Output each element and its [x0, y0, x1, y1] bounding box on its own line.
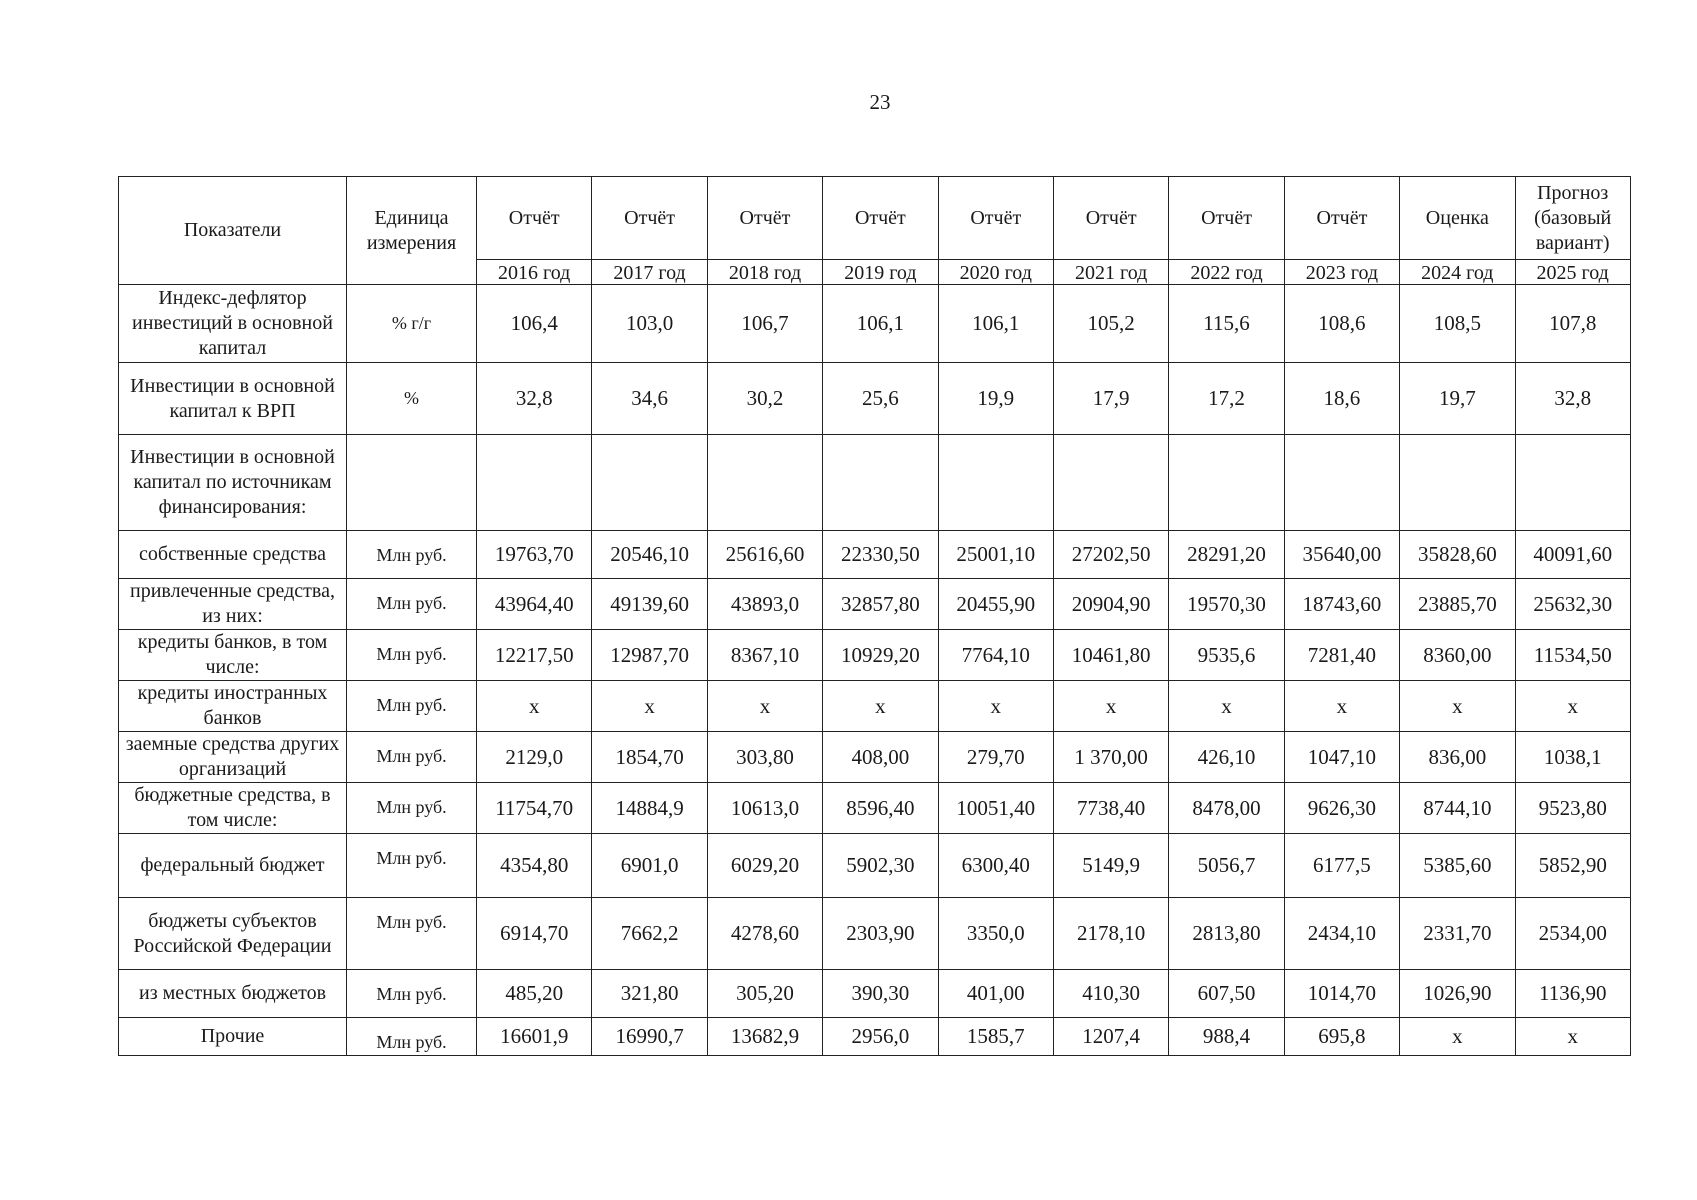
cell-value: 2956,0	[823, 1018, 938, 1056]
table-row	[119, 531, 1631, 579]
cell-value: 30,2	[707, 363, 822, 435]
header-status: Отчёт	[1053, 177, 1168, 260]
cell-value: 25,6	[823, 363, 938, 435]
cell-value: 305,20	[707, 970, 822, 1018]
cell-value: 8744,10	[1400, 783, 1515, 834]
header-status: Отчёт	[592, 177, 707, 260]
table-row	[119, 834, 1631, 898]
cell-value: 7281,40	[1284, 630, 1399, 681]
header-year: 2025 год	[1515, 260, 1630, 285]
cell-value: 6177,5	[1284, 834, 1399, 898]
row-indicator: Индекс-дефлятор инвестиций в основной капитал	[119, 285, 347, 363]
row-unit	[347, 435, 477, 531]
row-indicator: Инвестиции в основной капитал по источникам финансирования:	[119, 435, 347, 531]
cell-value: 34,6	[592, 363, 707, 435]
row-unit: Млн руб.	[347, 681, 477, 732]
cell-value: 106,1	[823, 285, 938, 363]
header-year: 2021 год	[1053, 260, 1168, 285]
cell-value: х	[1400, 681, 1515, 732]
cell-value: 35828,60	[1400, 531, 1515, 579]
cell-value: 25001,10	[938, 531, 1053, 579]
cell-value: х	[1400, 1018, 1515, 1056]
cell-value: 108,6	[1284, 285, 1399, 363]
cell-value: 408,00	[823, 732, 938, 783]
row-indicator: бюджеты субъектов Российской Федерации	[119, 898, 347, 970]
cell-value: 108,5	[1400, 285, 1515, 363]
cell-value: х	[1053, 681, 1168, 732]
header-status: Отчёт	[938, 177, 1053, 260]
row-unit: Млн руб.	[347, 834, 477, 898]
cell-value: 10613,0	[707, 783, 822, 834]
cell-value: 6300,40	[938, 834, 1053, 898]
cell-value: 401,00	[938, 970, 1053, 1018]
row-indicator: Прочие	[119, 1018, 347, 1056]
cell-value: 35640,00	[1284, 531, 1399, 579]
row-indicator: кредиты банков, в том числе:	[119, 630, 347, 681]
cell-value	[1515, 435, 1630, 531]
cell-value	[707, 435, 822, 531]
investment-table	[118, 176, 1631, 1056]
cell-value: х	[1515, 1018, 1630, 1056]
table-row	[119, 732, 1631, 783]
table-row	[119, 363, 1631, 435]
cell-value: 303,80	[707, 732, 822, 783]
cell-value: 107,8	[1515, 285, 1630, 363]
header-status: Отчёт	[823, 177, 938, 260]
cell-value: 2129,0	[477, 732, 592, 783]
header-year: 2018 год	[707, 260, 822, 285]
cell-value: 485,20	[477, 970, 592, 1018]
cell-value: 8478,00	[1169, 783, 1284, 834]
header-year: 2023 год	[1284, 260, 1399, 285]
header-unit: Единица измерения	[347, 177, 477, 285]
table-header	[119, 177, 1631, 285]
cell-value	[1400, 435, 1515, 531]
row-unit: Млн руб.	[347, 898, 477, 970]
cell-value: 16601,9	[477, 1018, 592, 1056]
cell-value: х	[1169, 681, 1284, 732]
cell-value: 2303,90	[823, 898, 938, 970]
cell-value	[592, 435, 707, 531]
table-row	[119, 630, 1631, 681]
cell-value: х	[707, 681, 822, 732]
header-indicator: Показатели	[119, 177, 347, 285]
header-year: 2016 год	[477, 260, 592, 285]
cell-value: 426,10	[1169, 732, 1284, 783]
cell-value: 115,6	[1169, 285, 1284, 363]
cell-value	[938, 435, 1053, 531]
cell-value: 695,8	[1284, 1018, 1399, 1056]
cell-value: 6029,20	[707, 834, 822, 898]
cell-value: 1026,90	[1400, 970, 1515, 1018]
cell-value: 23885,70	[1400, 579, 1515, 630]
table-body	[119, 285, 1631, 1056]
header-status: Прогноз (базовый вариант)	[1515, 177, 1630, 260]
cell-value: 2178,10	[1053, 898, 1168, 970]
cell-value: 4354,80	[477, 834, 592, 898]
cell-value: 10051,40	[938, 783, 1053, 834]
cell-value: 20546,10	[592, 531, 707, 579]
row-unit: Млн руб.	[347, 630, 477, 681]
cell-value: 2331,70	[1400, 898, 1515, 970]
cell-value: 13682,9	[707, 1018, 822, 1056]
row-indicator: кредиты иностранных банков	[119, 681, 347, 732]
cell-value: 3350,0	[938, 898, 1053, 970]
row-indicator: собственные средства	[119, 531, 347, 579]
cell-value: 2534,00	[1515, 898, 1630, 970]
cell-value: 17,2	[1169, 363, 1284, 435]
cell-value: 32857,80	[823, 579, 938, 630]
cell-value: х	[1515, 681, 1630, 732]
header-status: Отчёт	[1284, 177, 1399, 260]
cell-value: 7662,2	[592, 898, 707, 970]
cell-value: х	[823, 681, 938, 732]
cell-value: 2813,80	[1169, 898, 1284, 970]
row-unit: Млн руб.	[347, 783, 477, 834]
cell-value: 16990,7	[592, 1018, 707, 1056]
cell-value: 607,50	[1169, 970, 1284, 1018]
cell-value: 14884,9	[592, 783, 707, 834]
cell-value: 19763,70	[477, 531, 592, 579]
cell-value: 11534,50	[1515, 630, 1630, 681]
cell-value: 2434,10	[1284, 898, 1399, 970]
cell-value: 7764,10	[938, 630, 1053, 681]
row-indicator: федеральный бюджет	[119, 834, 347, 898]
cell-value: 17,9	[1053, 363, 1168, 435]
cell-value: 1854,70	[592, 732, 707, 783]
cell-value: 6901,0	[592, 834, 707, 898]
cell-value: 988,4	[1169, 1018, 1284, 1056]
cell-value: 19,7	[1400, 363, 1515, 435]
cell-value: 390,30	[823, 970, 938, 1018]
page-number: 23	[869, 90, 891, 114]
row-indicator: из местных бюджетов	[119, 970, 347, 1018]
cell-value: 9626,30	[1284, 783, 1399, 834]
header-status: Отчёт	[477, 177, 592, 260]
cell-value	[1284, 435, 1399, 531]
cell-value: 43964,40	[477, 579, 592, 630]
cell-value: 8367,10	[707, 630, 822, 681]
cell-value: 1207,4	[1053, 1018, 1168, 1056]
table-row	[119, 1018, 1631, 1056]
cell-value: 19570,30	[1169, 579, 1284, 630]
cell-value: 1014,70	[1284, 970, 1399, 1018]
row-unit: Млн руб.	[347, 1018, 477, 1056]
header-status: Отчёт	[707, 177, 822, 260]
cell-value: 5149,9	[1053, 834, 1168, 898]
cell-value: 7738,40	[1053, 783, 1168, 834]
table-row	[119, 681, 1631, 732]
cell-value: 836,00	[1400, 732, 1515, 783]
table-row	[119, 579, 1631, 630]
cell-value: 4278,60	[707, 898, 822, 970]
row-unit: % г/г	[347, 285, 477, 363]
cell-value: 1038,1	[1515, 732, 1630, 783]
header-year: 2019 год	[823, 260, 938, 285]
cell-value: 410,30	[1053, 970, 1168, 1018]
header-year: 2020 год	[938, 260, 1053, 285]
row-unit: Млн руб.	[347, 970, 477, 1018]
cell-value: 12987,70	[592, 630, 707, 681]
header-status: Оценка	[1400, 177, 1515, 260]
cell-value: 105,2	[1053, 285, 1168, 363]
cell-value	[823, 435, 938, 531]
cell-value: 43893,0	[707, 579, 822, 630]
cell-value: 20455,90	[938, 579, 1053, 630]
cell-value: 5385,60	[1400, 834, 1515, 898]
cell-value	[1053, 435, 1168, 531]
table-row	[119, 435, 1631, 531]
cell-value: х	[477, 681, 592, 732]
cell-value: 103,0	[592, 285, 707, 363]
cell-value: 1136,90	[1515, 970, 1630, 1018]
cell-value	[477, 435, 592, 531]
header-year: 2017 год	[592, 260, 707, 285]
row-unit: Млн руб.	[347, 579, 477, 630]
cell-value: 12217,50	[477, 630, 592, 681]
table-row	[119, 285, 1631, 363]
table-row	[119, 970, 1631, 1018]
cell-value: 1585,7	[938, 1018, 1053, 1056]
cell-value: х	[938, 681, 1053, 732]
cell-value: 106,4	[477, 285, 592, 363]
cell-value: 8360,00	[1400, 630, 1515, 681]
cell-value: 5852,90	[1515, 834, 1630, 898]
cell-value: 28291,20	[1169, 531, 1284, 579]
cell-value: 321,80	[592, 970, 707, 1018]
cell-value: 11754,70	[477, 783, 592, 834]
cell-value: 10461,80	[1053, 630, 1168, 681]
cell-value: 18,6	[1284, 363, 1399, 435]
row-unit: %	[347, 363, 477, 435]
cell-value: 27202,50	[1053, 531, 1168, 579]
header-year: 2024 год	[1400, 260, 1515, 285]
cell-value: 5056,7	[1169, 834, 1284, 898]
cell-value: 1047,10	[1284, 732, 1399, 783]
cell-value: 5902,30	[823, 834, 938, 898]
row-indicator: привлеченные средства, из них:	[119, 579, 347, 630]
header-status: Отчёт	[1169, 177, 1284, 260]
row-unit: Млн руб.	[347, 531, 477, 579]
cell-value: 25632,30	[1515, 579, 1630, 630]
cell-value: 40091,60	[1515, 531, 1630, 579]
cell-value: 279,70	[938, 732, 1053, 783]
cell-value: 32,8	[1515, 363, 1630, 435]
cell-value: 6914,70	[477, 898, 592, 970]
cell-value: 49139,60	[592, 579, 707, 630]
row-unit: Млн руб.	[347, 732, 477, 783]
cell-value: 32,8	[477, 363, 592, 435]
cell-value: 9523,80	[1515, 783, 1630, 834]
cell-value: 19,9	[938, 363, 1053, 435]
row-indicator: бюджетные средства, в том числе:	[119, 783, 347, 834]
cell-value: 8596,40	[823, 783, 938, 834]
cell-value: 10929,20	[823, 630, 938, 681]
cell-value: 22330,50	[823, 531, 938, 579]
header-year: 2022 год	[1169, 260, 1284, 285]
cell-value: х	[1284, 681, 1399, 732]
cell-value	[1169, 435, 1284, 531]
cell-value: 25616,60	[707, 531, 822, 579]
cell-value: 9535,6	[1169, 630, 1284, 681]
cell-value: х	[592, 681, 707, 732]
cell-value: 1 370,00	[1053, 732, 1168, 783]
row-indicator: заемные средства других организаций	[119, 732, 347, 783]
table-row	[119, 898, 1631, 970]
table-row	[119, 783, 1631, 834]
cell-value: 106,7	[707, 285, 822, 363]
cell-value: 20904,90	[1053, 579, 1168, 630]
cell-value: 106,1	[938, 285, 1053, 363]
row-indicator: Инвестиции в основной капитал к ВРП	[119, 363, 347, 435]
cell-value: 18743,60	[1284, 579, 1399, 630]
